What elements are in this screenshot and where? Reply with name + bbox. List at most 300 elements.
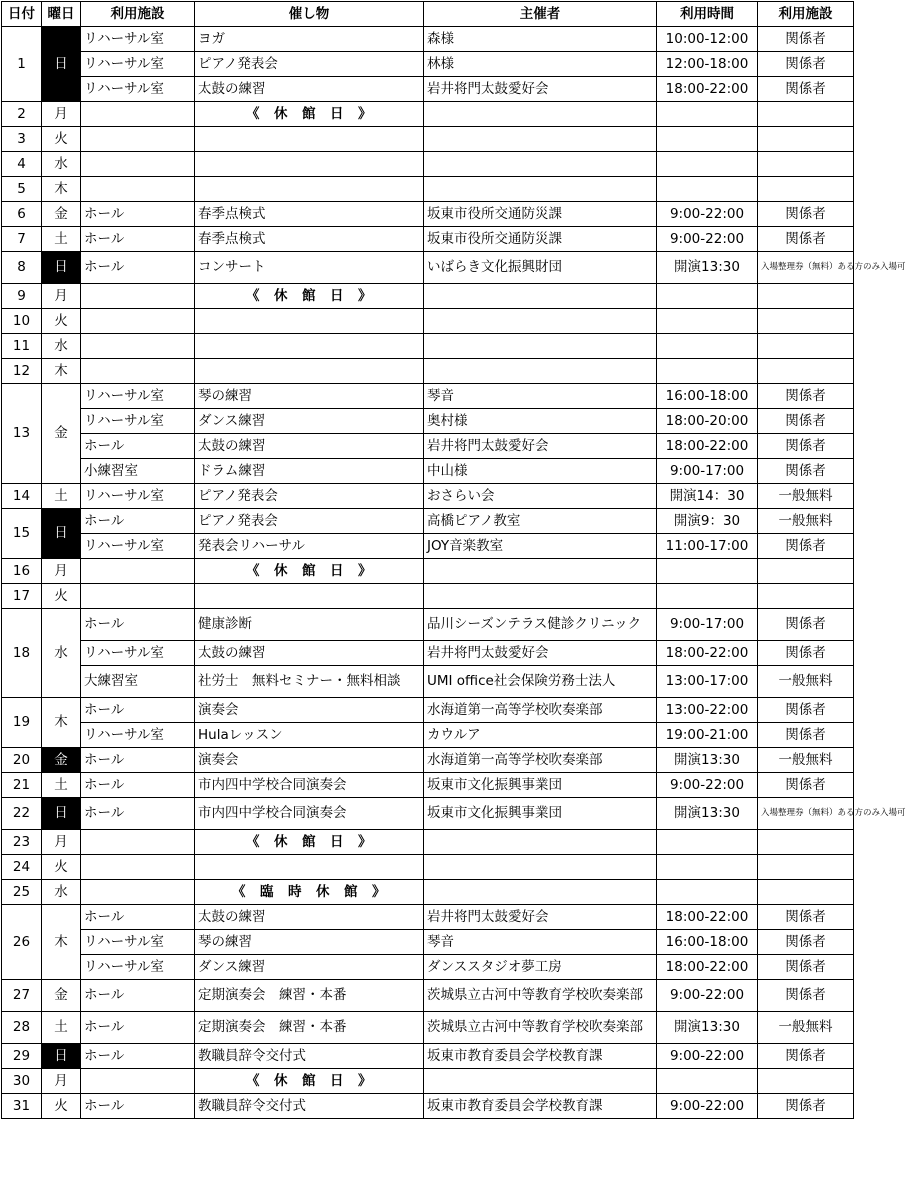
day-number: 26 (2, 905, 42, 980)
weekday-cell: 土 (42, 1012, 81, 1044)
event-cell: 市内四中学校合同演奏会 (195, 773, 424, 798)
event-cell (195, 855, 424, 880)
event-cell: ドラム練習 (195, 459, 424, 484)
facility-cell: ホール (81, 434, 195, 459)
event-cell (195, 127, 424, 152)
time-cell: 18:00-22:00 (657, 955, 758, 980)
facility-cell (81, 102, 195, 127)
usage-cell (758, 127, 854, 152)
weekday-cell: 火 (42, 584, 81, 609)
day-number: 28 (2, 1012, 42, 1044)
organizer-cell: 中山様 (424, 459, 657, 484)
usage-cell: 関係者 (758, 1044, 854, 1069)
organizer-cell: 茨城県立古河中等教育学校吹奏楽部 (424, 1012, 657, 1044)
day-number: 24 (2, 855, 42, 880)
weekday-cell: 火 (42, 309, 81, 334)
time-cell: 開演9：30 (657, 509, 758, 534)
weekday-cell: 月 (42, 830, 81, 855)
usage-cell (758, 177, 854, 202)
weekday-cell: 日 (42, 1044, 81, 1069)
organizer-cell: 水海道第一高等学校吹奏楽部 (424, 698, 657, 723)
usage-cell: 入場整理券（無料）ある方のみ入場可 (758, 798, 854, 830)
facility-cell: リハーサル室 (81, 930, 195, 955)
header-row (2, 2, 854, 27)
event-row (2, 484, 854, 509)
empty-day-row (2, 177, 854, 202)
event-cell (195, 152, 424, 177)
event-row (2, 202, 854, 227)
time-cell (657, 880, 758, 905)
event-cell: 太鼓の練習 (195, 905, 424, 930)
closure-label: 《 休 館 日 》 (195, 559, 424, 584)
time-cell: 9:00-22:00 (657, 1044, 758, 1069)
facility-cell: リハーサル室 (81, 77, 195, 102)
day-number: 7 (2, 227, 42, 252)
time-cell: 13:00-22:00 (657, 698, 758, 723)
weekday-cell: 月 (42, 559, 81, 584)
weekday-cell: 火 (42, 1094, 81, 1119)
organizer-cell: 坂東市教育委員会学校教育課 (424, 1044, 657, 1069)
usage-cell (758, 559, 854, 584)
day-number: 16 (2, 559, 42, 584)
event-cell: コンサート (195, 252, 424, 284)
event-cell: ダンス練習 (195, 955, 424, 980)
usage-cell: 関係者 (758, 905, 854, 930)
weekday-cell: 木 (42, 359, 81, 384)
event-cell: 太鼓の練習 (195, 434, 424, 459)
day-number: 5 (2, 177, 42, 202)
closure-label: 《 臨 時 休 館 》 (195, 880, 424, 905)
organizer-cell: 岩井将門太鼓愛好会 (424, 434, 657, 459)
event-cell: 演奏会 (195, 748, 424, 773)
organizer-cell (424, 334, 657, 359)
organizer-cell: 坂東市教育委員会学校教育課 (424, 1094, 657, 1119)
header-organizer: 主催者 (424, 2, 657, 27)
time-cell (657, 177, 758, 202)
organizer-cell (424, 880, 657, 905)
day-number: 6 (2, 202, 42, 227)
event-cell (195, 334, 424, 359)
time-cell (657, 334, 758, 359)
event-cell (195, 584, 424, 609)
facility-cell: ホール (81, 698, 195, 723)
time-cell (657, 309, 758, 334)
event-row (2, 666, 854, 698)
schedule-body (2, 27, 906, 1119)
usage-cell: 関係者 (758, 773, 854, 798)
organizer-cell: 坂東市文化振興事業団 (424, 798, 657, 830)
time-cell: 開演13:30 (657, 252, 758, 284)
event-cell: 琴の練習 (195, 930, 424, 955)
event-cell: 市内四中学校合同演奏会 (195, 798, 424, 830)
weekday-cell: 月 (42, 1069, 81, 1094)
time-cell (657, 855, 758, 880)
day-number: 30 (2, 1069, 42, 1094)
event-row (2, 1094, 854, 1119)
time-cell: 9:00-22:00 (657, 202, 758, 227)
organizer-cell (424, 855, 657, 880)
weekday-cell: 土 (42, 773, 81, 798)
organizer-cell: 岩井将門太鼓愛好会 (424, 905, 657, 930)
facility-cell (81, 584, 195, 609)
time-cell (657, 584, 758, 609)
event-row (2, 384, 854, 409)
day-number: 22 (2, 798, 42, 830)
weekday-cell: 日 (42, 798, 81, 830)
event-row (2, 1012, 854, 1044)
usage-cell: 関係者 (758, 534, 854, 559)
time-cell: 12:00-18:00 (657, 52, 758, 77)
event-cell: 定期演奏会 練習・本番 (195, 1012, 424, 1044)
time-cell: 9:00-22:00 (657, 773, 758, 798)
event-row (2, 798, 854, 830)
facility-cell (81, 309, 195, 334)
organizer-cell: おさらい会 (424, 484, 657, 509)
event-cell (195, 177, 424, 202)
facility-cell: 大練習室 (81, 666, 195, 698)
closed-day-row (2, 1069, 854, 1094)
closed-day-row (2, 880, 854, 905)
weekday-cell: 日 (42, 27, 81, 102)
facility-cell: リハーサル室 (81, 384, 195, 409)
weekday-cell: 金 (42, 384, 81, 484)
event-row (2, 459, 854, 484)
header-weekday: 曜日 (42, 2, 81, 27)
usage-cell: 関係者 (758, 1094, 854, 1119)
organizer-cell: 茨城県立古河中等教育学校吹奏楽部 (424, 980, 657, 1012)
event-row (2, 641, 854, 666)
facility-cell: ホール (81, 252, 195, 284)
day-number: 25 (2, 880, 42, 905)
usage-cell: 関係者 (758, 434, 854, 459)
event-cell: ダンス練習 (195, 409, 424, 434)
closure-label: 《 休 館 日 》 (195, 830, 424, 855)
day-number: 2 (2, 102, 42, 127)
weekday-cell: 金 (42, 748, 81, 773)
facility-cell: ホール (81, 798, 195, 830)
usage-cell: 関係者 (758, 723, 854, 748)
event-row (2, 1044, 854, 1069)
time-cell (657, 127, 758, 152)
organizer-cell (424, 559, 657, 584)
event-cell: 教職員辞令交付式 (195, 1044, 424, 1069)
day-number: 8 (2, 252, 42, 284)
event-cell (195, 309, 424, 334)
facility-cell (81, 359, 195, 384)
closed-day-row (2, 559, 854, 584)
time-cell: 10:00-12:00 (657, 27, 758, 52)
time-cell: 9:00-22:00 (657, 980, 758, 1012)
event-row (2, 227, 854, 252)
day-number: 13 (2, 384, 42, 484)
event-row (2, 252, 854, 284)
day-number: 27 (2, 980, 42, 1012)
day-number: 15 (2, 509, 42, 559)
time-cell: 11:00-17:00 (657, 534, 758, 559)
day-number: 23 (2, 830, 42, 855)
weekday-cell: 日 (42, 509, 81, 559)
time-cell: 開演13:30 (657, 798, 758, 830)
organizer-cell (424, 152, 657, 177)
time-cell: 9:00-22:00 (657, 1094, 758, 1119)
weekday-cell: 火 (42, 127, 81, 152)
time-cell: 13:00-17:00 (657, 666, 758, 698)
day-number: 19 (2, 698, 42, 748)
closure-label: 《 休 館 日 》 (195, 284, 424, 309)
time-cell: 18:00-22:00 (657, 77, 758, 102)
event-cell: Hulaレッスン (195, 723, 424, 748)
usage-cell: 関係者 (758, 980, 854, 1012)
weekday-cell: 日 (42, 252, 81, 284)
time-cell: 9:00-17:00 (657, 459, 758, 484)
facility-cell (81, 880, 195, 905)
organizer-cell (424, 127, 657, 152)
facility-cell: ホール (81, 609, 195, 641)
event-cell: 発表会リハーサル (195, 534, 424, 559)
usage-cell (758, 309, 854, 334)
time-cell: 18:00-20:00 (657, 409, 758, 434)
time-cell: 16:00-18:00 (657, 384, 758, 409)
weekday-cell: 金 (42, 980, 81, 1012)
organizer-cell: 品川シーズンテラス健診クリニック (424, 609, 657, 641)
organizer-cell: 琴音 (424, 930, 657, 955)
time-cell (657, 102, 758, 127)
facility-cell: リハーサル室 (81, 409, 195, 434)
usage-cell (758, 584, 854, 609)
time-cell (657, 830, 758, 855)
organizer-cell: 林様 (424, 52, 657, 77)
usage-cell: 関係者 (758, 52, 854, 77)
day-number: 12 (2, 359, 42, 384)
organizer-cell: 坂東市文化振興事業団 (424, 773, 657, 798)
usage-cell: 一般無料 (758, 484, 854, 509)
event-cell: 健康診断 (195, 609, 424, 641)
organizer-cell (424, 177, 657, 202)
organizer-cell: 水海道第一高等学校吹奏楽部 (424, 748, 657, 773)
organizer-cell: 岩井将門太鼓愛好会 (424, 641, 657, 666)
time-cell: 開演13:30 (657, 748, 758, 773)
usage-cell (758, 102, 854, 127)
organizer-cell: UMI office社会保険労務士法人 (424, 666, 657, 698)
weekday-cell: 金 (42, 202, 81, 227)
facility-cell (81, 284, 195, 309)
event-cell: 太鼓の練習 (195, 77, 424, 102)
usage-cell: 入場整理券（無料）ある方のみ入場可 (758, 252, 854, 284)
day-number: 31 (2, 1094, 42, 1119)
facility-cell: リハーサル室 (81, 723, 195, 748)
time-cell (657, 559, 758, 584)
event-cell: 定期演奏会 練習・本番 (195, 980, 424, 1012)
organizer-cell (424, 309, 657, 334)
event-row (2, 905, 854, 930)
usage-cell: 一般無料 (758, 1012, 854, 1044)
organizer-cell: 坂東市役所交通防災課 (424, 227, 657, 252)
organizer-cell (424, 359, 657, 384)
event-cell: ヨガ (195, 27, 424, 52)
facility-cell: リハーサル室 (81, 484, 195, 509)
event-row (2, 773, 854, 798)
day-number: 20 (2, 748, 42, 773)
weekday-cell: 土 (42, 227, 81, 252)
event-cell: 春季点検式 (195, 227, 424, 252)
header-facility: 利用施設 (81, 2, 195, 27)
organizer-cell: 琴音 (424, 384, 657, 409)
event-cell: 春季点検式 (195, 202, 424, 227)
weekday-cell: 月 (42, 284, 81, 309)
event-row (2, 955, 854, 980)
facility-cell: ホール (81, 509, 195, 534)
organizer-cell: 坂東市役所交通防災課 (424, 202, 657, 227)
empty-day-row (2, 127, 854, 152)
empty-day-row (2, 334, 854, 359)
weekday-cell: 水 (42, 880, 81, 905)
facility-cell (81, 334, 195, 359)
time-cell: 18:00-22:00 (657, 641, 758, 666)
facility-cell (81, 855, 195, 880)
day-number: 10 (2, 309, 42, 334)
event-row (2, 509, 854, 534)
facility-cell: ホール (81, 905, 195, 930)
organizer-cell (424, 284, 657, 309)
event-row (2, 748, 854, 773)
weekday-cell: 土 (42, 484, 81, 509)
usage-cell: 関係者 (758, 77, 854, 102)
facility-cell: ホール (81, 1044, 195, 1069)
facility-cell (81, 127, 195, 152)
usage-cell: 関係者 (758, 27, 854, 52)
time-cell: 開演14：30 (657, 484, 758, 509)
weekday-cell: 木 (42, 698, 81, 748)
header-date: 日付 (2, 2, 42, 27)
usage-cell: 関係者 (758, 641, 854, 666)
organizer-cell (424, 584, 657, 609)
closed-day-row (2, 830, 854, 855)
facility-cell: ホール (81, 1094, 195, 1119)
usage-cell (758, 359, 854, 384)
event-cell: 琴の練習 (195, 384, 424, 409)
organizer-cell: いばらき文化振興財団 (424, 252, 657, 284)
weekday-cell: 木 (42, 177, 81, 202)
organizer-cell: JOY音楽教室 (424, 534, 657, 559)
usage-cell (758, 1069, 854, 1094)
empty-day-row (2, 584, 854, 609)
header-time: 利用時間 (657, 2, 758, 27)
facility-cell: リハーサル室 (81, 641, 195, 666)
weekday-cell: 水 (42, 152, 81, 177)
facility-cell: ホール (81, 1012, 195, 1044)
event-row (2, 698, 854, 723)
organizer-cell (424, 1069, 657, 1094)
usage-cell: 関係者 (758, 930, 854, 955)
event-row (2, 52, 854, 77)
organizer-cell: ダンススタジオ夢工房 (424, 955, 657, 980)
weekday-cell: 木 (42, 905, 81, 980)
event-row (2, 609, 854, 641)
day-number: 29 (2, 1044, 42, 1069)
facility-cell: ホール (81, 748, 195, 773)
time-cell: 16:00-18:00 (657, 930, 758, 955)
facility-cell (81, 559, 195, 584)
time-cell: 9:00-17:00 (657, 609, 758, 641)
event-row (2, 930, 854, 955)
weekday-cell: 月 (42, 102, 81, 127)
organizer-cell: 岩井将門太鼓愛好会 (424, 77, 657, 102)
event-cell: ピアノ発表会 (195, 52, 424, 77)
time-cell (657, 152, 758, 177)
time-cell (657, 359, 758, 384)
usage-cell: 一般無料 (758, 666, 854, 698)
usage-cell (758, 152, 854, 177)
facility-cell: リハーサル室 (81, 534, 195, 559)
day-number: 1 (2, 27, 42, 102)
time-cell: 開演13:30 (657, 1012, 758, 1044)
event-cell: ピアノ発表会 (195, 509, 424, 534)
event-row (2, 434, 854, 459)
facility-cell: リハーサル室 (81, 955, 195, 980)
day-number: 17 (2, 584, 42, 609)
weekday-cell: 水 (42, 609, 81, 698)
time-cell (657, 1069, 758, 1094)
event-cell: 教職員辞令交付式 (195, 1094, 424, 1119)
header-event: 催し物 (195, 2, 424, 27)
facility-schedule-table (1, 1, 906, 1119)
day-number: 4 (2, 152, 42, 177)
usage-cell (758, 880, 854, 905)
usage-cell: 関係者 (758, 459, 854, 484)
usage-cell (758, 830, 854, 855)
organizer-cell: カウルア (424, 723, 657, 748)
usage-cell: 関係者 (758, 384, 854, 409)
event-row (2, 77, 854, 102)
organizer-cell: 森様 (424, 27, 657, 52)
day-number: 3 (2, 127, 42, 152)
organizer-cell: 高橋ピアノ教室 (424, 509, 657, 534)
event-row (2, 723, 854, 748)
day-number: 11 (2, 334, 42, 359)
usage-cell: 関係者 (758, 409, 854, 434)
facility-cell (81, 1069, 195, 1094)
weekday-cell: 水 (42, 334, 81, 359)
time-cell: 18:00-22:00 (657, 434, 758, 459)
weekday-cell: 火 (42, 855, 81, 880)
day-number: 18 (2, 609, 42, 698)
time-cell: 18:00-22:00 (657, 905, 758, 930)
usage-cell: 関係者 (758, 227, 854, 252)
empty-day-row (2, 855, 854, 880)
event-cell: ピアノ発表会 (195, 484, 424, 509)
event-cell: 演奏会 (195, 698, 424, 723)
closed-day-row (2, 102, 854, 127)
day-number: 14 (2, 484, 42, 509)
facility-cell: リハーサル室 (81, 52, 195, 77)
facility-cell: ホール (81, 773, 195, 798)
facility-cell (81, 152, 195, 177)
usage-cell: 関係者 (758, 698, 854, 723)
time-cell: 9:00-22:00 (657, 227, 758, 252)
event-row (2, 980, 854, 1012)
empty-day-row (2, 309, 854, 334)
facility-cell (81, 177, 195, 202)
facility-cell: ホール (81, 227, 195, 252)
usage-cell (758, 334, 854, 359)
closure-label: 《 休 館 日 》 (195, 1069, 424, 1094)
empty-day-row (2, 152, 854, 177)
facility-cell: リハーサル室 (81, 27, 195, 52)
usage-cell: 関係者 (758, 955, 854, 980)
event-cell (195, 359, 424, 384)
event-cell: 太鼓の練習 (195, 641, 424, 666)
day-number: 9 (2, 284, 42, 309)
